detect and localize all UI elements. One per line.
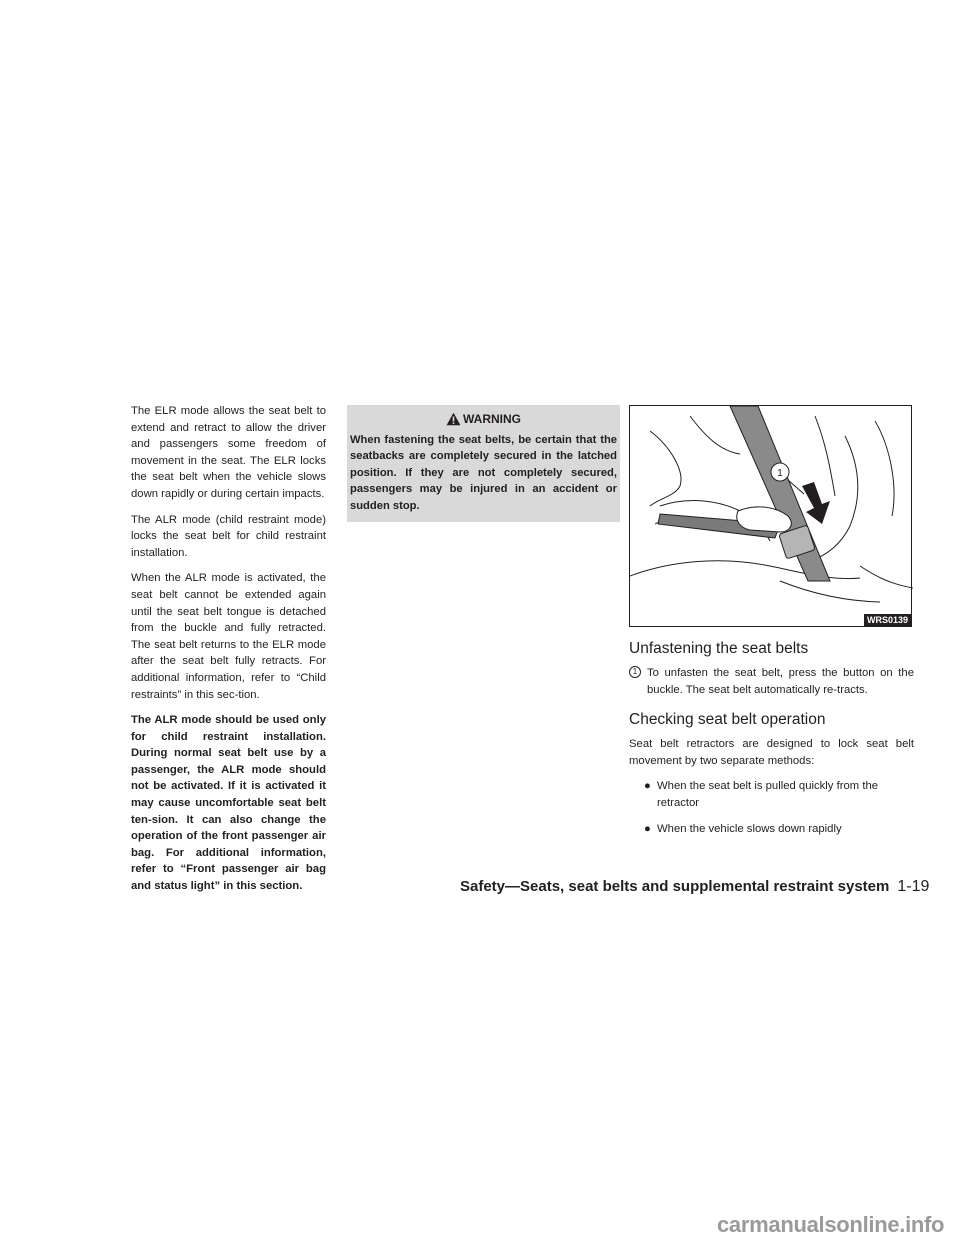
page-footer	[460, 878, 930, 896]
checking-heading: Checking seat belt operation	[629, 711, 826, 729]
unfastening-heading: Unfastening the seat belts	[629, 640, 809, 657]
bullet-item	[629, 778, 914, 811]
buckle-release-drawing	[630, 406, 913, 628]
seat-belt-illustration	[629, 405, 912, 627]
warning-text: When fastening the seat belts, be certain that the seatbacks are completely secured in the latched position. If they are not completely secured, passengers may be injured in an accident or sudden stop.	[350, 434, 617, 512]
watermark: carmanualsonline.info	[717, 1212, 945, 1237]
warning-title: WARNING	[463, 412, 521, 426]
alr-mode-paragraph: The ALR mode (child restraint mode) locks the seat belt for child restraint installation.	[131, 513, 326, 559]
step-1	[629, 665, 914, 698]
warning-header	[350, 411, 617, 427]
step-1-text: To unfasten the seat belt, press the button on the buckle. The seat belt automatically re-tracts.	[647, 667, 914, 696]
bullet-text: When the seat belt is pulled quickly from the retractor	[657, 780, 879, 809]
right-column	[629, 405, 914, 846]
figure-code: WRS0139	[864, 614, 911, 626]
middle-column	[347, 405, 620, 522]
left-column	[131, 403, 326, 904]
warning-box	[347, 405, 620, 522]
bullet-icon: ●	[644, 822, 651, 835]
step-number-badge: 1	[629, 666, 641, 678]
footer-section-title: Safety—Seats, seat belts and supplemental restraint system	[460, 878, 890, 895]
elr-mode-paragraph: The ELR mode allows the seat belt to extend and retract to allow the driver and passengers some freedom of movement in the seat. The ELR locks the seat belt when the vehicle slows down rapidly or during certain impacts.	[131, 405, 326, 500]
bullet-icon: ●	[644, 780, 651, 793]
bullet-text: When the vehicle slows down rapidly	[657, 822, 842, 835]
callout-1: 1	[777, 468, 783, 479]
bullet-item	[629, 821, 914, 838]
warning-triangle-icon	[446, 412, 461, 426]
alr-caution-paragraph: The ALR mode should be used only for child restraint installation. During normal seat belt use by a passenger, the ALR mode should not be activated. If it is activated it may cause uncomfortable seat belt ten-sion. It can also change the operation of the front passenger air bag. For additional information, refer to “Front passenger air bag and status light” in this section.	[131, 714, 326, 893]
page-number: 1-19	[897, 878, 930, 895]
alr-activated-paragraph: When the ALR mode is activated, the seat belt cannot be extended again until the seat belt tongue is detached from the buckle and fully retracted. The seat belt returns to the ELR mode after the seat belt fully retracts. For additional information, refer to “Child restraints” in this sec-tion.	[131, 572, 326, 701]
retractor-intro: Seat belt retractors are designed to lock seat belt movement by two separate methods:	[629, 738, 914, 767]
